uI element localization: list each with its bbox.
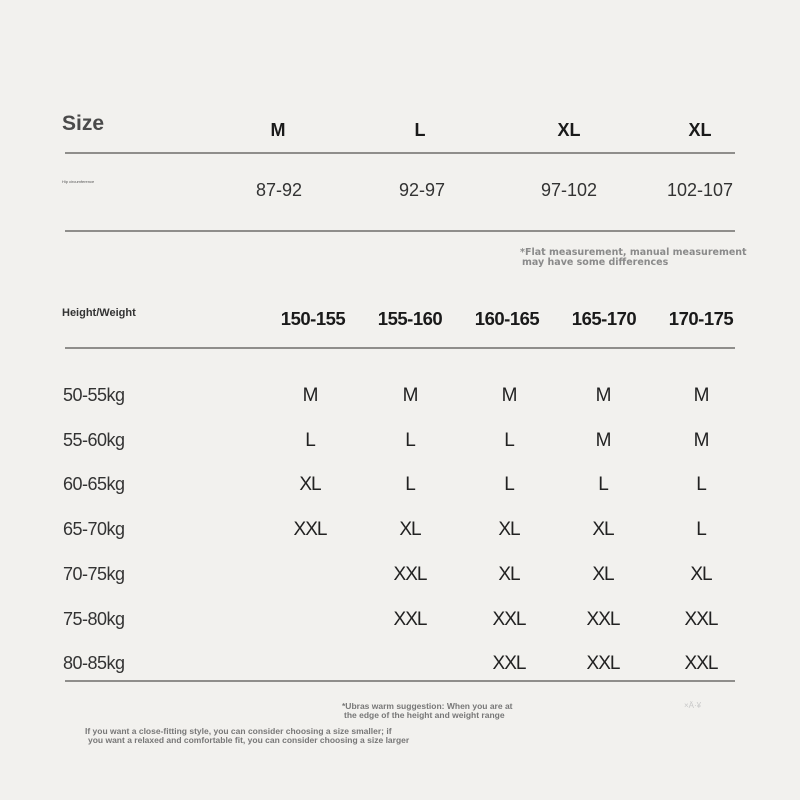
size-cell: XXL <box>586 608 620 630</box>
divider <box>65 680 735 682</box>
suggestion-note <box>342 702 513 720</box>
hip-value: 102-107 <box>666 180 734 200</box>
size-cell: M <box>595 429 611 451</box>
size-cell: XL <box>498 563 520 585</box>
note-line: the edge of the height and weight range <box>344 710 505 720</box>
size-cell: XXL <box>492 608 526 630</box>
size-cell: M <box>402 385 418 406</box>
flat-measurement-note <box>520 248 747 268</box>
hip-value: 87-92 <box>255 180 303 200</box>
size-cell: XXL <box>684 653 718 675</box>
faint-mark: ×Ä·¥ <box>684 701 702 710</box>
size-column-header: M <box>270 120 286 140</box>
size-cell: M <box>693 429 709 451</box>
height-column-header: 150-155 <box>280 308 346 329</box>
note-line: may have some differences <box>522 257 669 268</box>
height-column-header: 160-165 <box>474 308 540 329</box>
size-cell: L <box>305 429 315 451</box>
size-cell: XXL <box>393 608 427 630</box>
size-cell: L <box>405 429 415 451</box>
hip-circumference-label: Hip circumference <box>62 179 95 184</box>
size-cell: XL <box>399 519 421 541</box>
size-column-header: XL <box>688 120 712 140</box>
size-cell: L <box>504 429 514 451</box>
hip-value: 97-102 <box>540 180 598 200</box>
size-cell: M <box>595 385 611 406</box>
size-cell: M <box>501 385 517 406</box>
size-cell: L <box>598 474 608 496</box>
fit-advice-note <box>85 727 409 745</box>
height-column-header: 155-160 <box>377 308 443 329</box>
size-cell: XL <box>690 563 712 585</box>
note-line: *Ubras warm suggestion: When you are at <box>342 701 513 711</box>
size-cell: M <box>302 385 318 406</box>
height-column-header: 170-175 <box>668 308 734 329</box>
weight-row-label: 80-85kg <box>63 653 125 674</box>
size-cell: XXL <box>293 519 327 541</box>
size-cell: L <box>504 474 514 496</box>
weight-row-label: 75-80kg <box>63 608 125 629</box>
divider <box>65 152 735 154</box>
size-cell: M <box>693 385 709 406</box>
weight-row-label: 70-75kg <box>63 563 125 584</box>
divider <box>65 347 735 349</box>
size-cell: XXL <box>393 563 427 585</box>
weight-row-label: 60-65kg <box>63 474 125 495</box>
size-cell: L <box>696 474 706 496</box>
size-cell: XL <box>498 519 520 541</box>
height-weight-label: Height/Weight <box>62 307 136 319</box>
hip-value: 92-97 <box>398 180 446 200</box>
size-cell: L <box>696 519 706 541</box>
size-cell: XL <box>299 474 321 496</box>
note-line: If you want a close-fitting style, you can consider choosing a size smaller; if <box>85 726 392 736</box>
height-column-header: 165-170 <box>571 308 637 329</box>
size-cell: XXL <box>492 653 526 675</box>
divider <box>65 230 735 232</box>
size-cell: XXL <box>684 608 718 630</box>
note-line: you want a relaxed and comfortable fit, you can consider choosing a size larger <box>88 735 410 745</box>
size-table-title: Size <box>62 112 105 135</box>
size-column-header: XL <box>557 120 581 140</box>
weight-row-label: 65-70kg <box>63 519 125 540</box>
weight-row-label: 50-55kg <box>63 385 125 405</box>
note-line: *Flat measurement, manual measurement <box>520 247 747 258</box>
size-cell: XL <box>592 519 614 541</box>
size-cell: L <box>405 474 415 496</box>
size-cell: XXL <box>586 653 620 675</box>
weight-row-label: 55-60kg <box>63 429 125 450</box>
size-cell: XL <box>592 563 614 585</box>
size-column-header: L <box>414 120 426 140</box>
